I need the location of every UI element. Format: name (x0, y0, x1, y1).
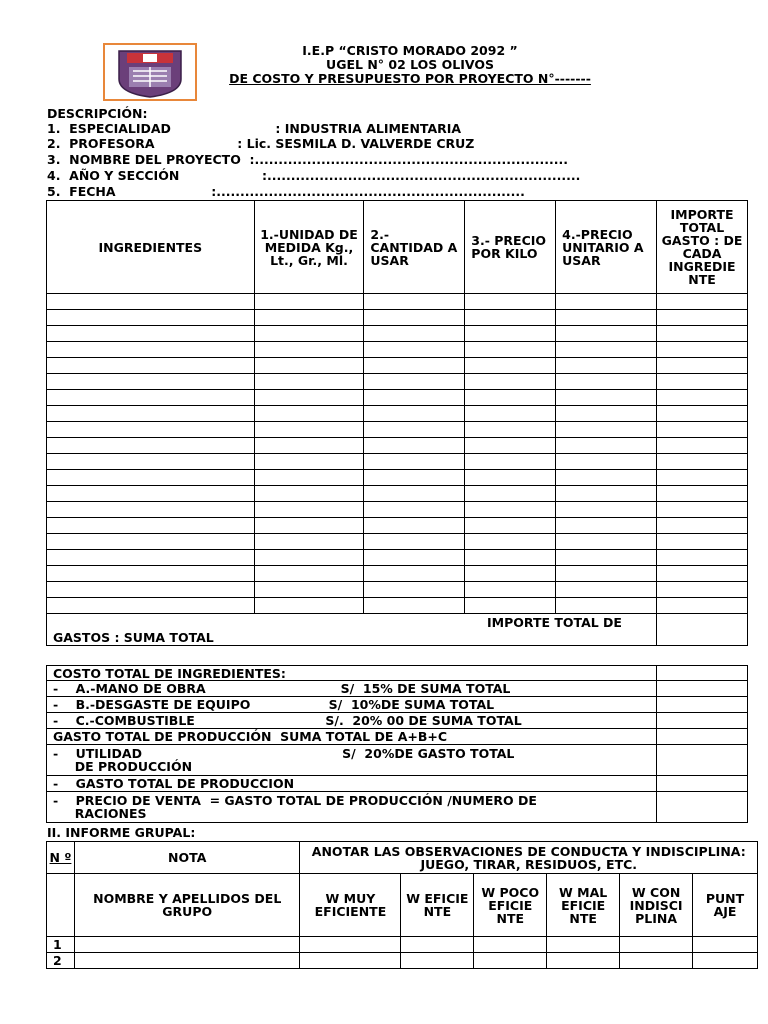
ingredient-cell[interactable] (47, 454, 255, 470)
ingredient-row (47, 422, 748, 438)
ingredient-cell[interactable] (254, 486, 364, 502)
ingredient-cell[interactable] (254, 310, 364, 326)
ingredient-cell[interactable] (254, 470, 364, 486)
ingredient-cell[interactable] (47, 374, 255, 390)
group-name-cell[interactable] (74, 953, 300, 969)
ingredient-cell[interactable] (657, 406, 748, 422)
ingredient-cell[interactable] (364, 358, 465, 374)
document-title: DE COSTO Y PRESUPUESTO POR PROYECTO N°------- (229, 71, 591, 86)
ingredient-cell[interactable] (465, 438, 556, 454)
number-subheader (47, 874, 75, 937)
ingredient-cell[interactable] (47, 294, 255, 310)
ingredient-cell[interactable] (556, 438, 657, 454)
ingredient-row (47, 454, 748, 470)
ingredient-cell[interactable] (556, 486, 657, 502)
ingredient-row (47, 358, 748, 374)
ingredient-cell[interactable] (254, 422, 364, 438)
equipment-value[interactable] (657, 697, 748, 713)
ingredient-cell[interactable] (47, 502, 255, 518)
ingredient-cell[interactable] (254, 406, 364, 422)
ingredient-cell[interactable] (465, 550, 556, 566)
ingredient-cell[interactable] (465, 502, 556, 518)
col-unidad-medida: 1.-UNIDAD DE MEDIDA Kg., Lt., Gr., Ml. (254, 201, 364, 294)
ingredient-cell[interactable] (556, 470, 657, 486)
ingredient-cell[interactable] (556, 390, 657, 406)
ingredient-row (47, 486, 748, 502)
grade-cell[interactable] (401, 937, 474, 953)
ingredient-cell[interactable] (254, 454, 364, 470)
fuel-value[interactable] (657, 713, 748, 729)
ingredient-cell[interactable] (556, 374, 657, 390)
ingredient-cell[interactable] (254, 294, 364, 310)
grade-cell[interactable] (401, 953, 474, 969)
ingredients-total-row (47, 614, 748, 646)
ingredient-cell[interactable] (465, 310, 556, 326)
ingredient-cell[interactable] (556, 598, 657, 614)
ingredient-cell[interactable] (657, 422, 748, 438)
ingredient-cell[interactable] (47, 550, 255, 566)
ingredient-cell[interactable] (657, 486, 748, 502)
ingredient-cell[interactable] (465, 390, 556, 406)
group-row (47, 937, 758, 953)
ingredient-cell[interactable] (364, 390, 465, 406)
total-label-line2: GASTOS : SUMA TOTAL (53, 630, 214, 645)
col-ingredientes: INGREDIENTES (47, 201, 255, 294)
ingredient-cell[interactable] (657, 598, 748, 614)
cost-ingredients-value[interactable] (657, 666, 748, 681)
ingredient-cell[interactable] (47, 518, 255, 534)
ingredient-cell[interactable] (465, 358, 556, 374)
sale-price-value[interactable] (657, 792, 748, 823)
ingredient-cell[interactable] (657, 438, 748, 454)
ingredient-cell[interactable] (47, 582, 255, 598)
ingredient-row (47, 438, 748, 454)
indiscipline-header: W CON INDISCI PLINA (620, 874, 693, 937)
grade-cell[interactable] (547, 953, 620, 969)
ingredient-cell[interactable] (657, 518, 748, 534)
nota-header: NOTA (74, 842, 300, 874)
ingredient-cell[interactable] (465, 294, 556, 310)
ingredient-cell[interactable] (364, 454, 465, 470)
group-report-title: II. INFORME GRUPAL: (47, 825, 196, 840)
ingredient-cell[interactable] (657, 502, 748, 518)
ingredient-cell[interactable] (364, 534, 465, 550)
grade-cell[interactable] (300, 953, 401, 969)
grade-cell[interactable] (300, 937, 401, 953)
ingredient-cell[interactable] (47, 566, 255, 582)
ingredient-cell[interactable] (556, 294, 657, 310)
ingredient-cell[interactable] (254, 582, 364, 598)
ingredient-row (47, 326, 748, 342)
ingredient-cell[interactable] (465, 470, 556, 486)
ingredient-cell[interactable] (465, 406, 556, 422)
ingredient-cell[interactable] (254, 358, 364, 374)
ugel-line: UGEL N° 02 LOS OLIVOS (326, 57, 494, 72)
ingredient-cell[interactable] (254, 566, 364, 582)
ingredient-cell[interactable] (465, 598, 556, 614)
score-cell[interactable] (693, 953, 758, 969)
ingredient-cell[interactable] (657, 358, 748, 374)
ingredient-cell[interactable] (47, 342, 255, 358)
ingredient-cell[interactable] (465, 374, 556, 390)
ingredient-cell[interactable] (465, 566, 556, 582)
total-label-line1: IMPORTE TOTAL DE (487, 615, 622, 630)
profit-label-line2: DE PRODUCCIÓN (53, 759, 193, 774)
row-number: 1 (47, 937, 75, 953)
ingredient-cell[interactable] (47, 598, 255, 614)
ingredient-cell[interactable] (364, 470, 465, 486)
description-heading: DESCRIPCIÓN: (47, 106, 148, 121)
ingredient-cell[interactable] (254, 534, 364, 550)
ingredient-cell[interactable] (465, 518, 556, 534)
profit-label (47, 745, 657, 776)
total-production-value[interactable] (657, 776, 748, 792)
ingredient-cell[interactable] (364, 342, 465, 358)
ingredient-cell[interactable] (254, 374, 364, 390)
ingredient-row (47, 342, 748, 358)
sale-price-line2: RACIONES (53, 806, 147, 821)
ingredient-cell[interactable] (364, 582, 465, 598)
ingredient-cell[interactable] (657, 390, 748, 406)
ingredient-cell[interactable] (657, 294, 748, 310)
ingredient-row (47, 598, 748, 614)
ingredient-cell[interactable] (657, 326, 748, 342)
ingredient-cell[interactable] (364, 326, 465, 342)
ingredient-row (47, 566, 748, 582)
school-logo (103, 43, 197, 101)
ingredient-row (47, 502, 748, 518)
observations-header: ANOTAR LAS OBSERVACIONES DE CONDUCTA Y INDISCIPLINA: JUEGO, TIRAR, RESIDUOS, ETC. (300, 842, 758, 874)
ingredient-cell[interactable] (364, 486, 465, 502)
ingredient-cell[interactable] (364, 550, 465, 566)
inefficient-header: W MAL EFICIE NTE (547, 874, 620, 937)
ingredients-table (46, 200, 748, 646)
ingredient-cell[interactable] (47, 422, 255, 438)
ingredient-row (47, 470, 748, 486)
ingredient-cell[interactable] (556, 566, 657, 582)
ingredient-row (47, 582, 748, 598)
group-names-header: NOMBRE Y APELLIDOS DEL GRUPO (74, 874, 300, 937)
ingredient-cell[interactable] (465, 534, 556, 550)
ingredient-cell[interactable] (657, 470, 748, 486)
ingredient-cell[interactable] (556, 422, 657, 438)
ingredient-cell[interactable] (657, 310, 748, 326)
profit-value[interactable] (657, 745, 748, 776)
ingredient-row (47, 294, 748, 310)
grade-cell[interactable] (620, 953, 693, 969)
ingredient-cell[interactable] (364, 438, 465, 454)
ingredient-cell[interactable] (556, 342, 657, 358)
ingredient-cell[interactable] (364, 518, 465, 534)
ingredient-cell[interactable] (47, 470, 255, 486)
ingredient-cell[interactable] (556, 358, 657, 374)
ingredient-cell[interactable] (254, 550, 364, 566)
ingredient-cell[interactable] (556, 310, 657, 326)
score-header: PUNT AJE (693, 874, 758, 937)
ingredient-cell[interactable] (556, 502, 657, 518)
total-label-cell (47, 614, 657, 646)
efficient-header: W EFICIE NTE (401, 874, 474, 937)
ingredient-cell[interactable] (254, 342, 364, 358)
ingredient-cell[interactable] (364, 566, 465, 582)
col-precio-unitario: 4.-PRECIO UNITARIO A USAR (556, 201, 657, 294)
ingredient-cell[interactable] (556, 534, 657, 550)
ingredient-row (47, 518, 748, 534)
ingredient-cell[interactable] (47, 406, 255, 422)
grade-cell[interactable] (547, 937, 620, 953)
ingredient-cell[interactable] (364, 294, 465, 310)
ingredient-cell[interactable] (657, 454, 748, 470)
year-section-line: 4. AÑO Y SECCIÓN :.................................................................. (47, 168, 581, 183)
labor-value[interactable] (657, 681, 748, 697)
ingredient-row (47, 406, 748, 422)
ingredient-cell[interactable] (657, 374, 748, 390)
ingredient-cell[interactable] (556, 582, 657, 598)
grade-cell[interactable] (620, 937, 693, 953)
production-cost-label: GASTO TOTAL DE PRODUCCIÓN SUMA TOTAL DE A+B+C (47, 729, 657, 745)
ingredient-cell[interactable] (364, 422, 465, 438)
ingredient-cell[interactable] (47, 438, 255, 454)
very-efficient-header: W MUY EFICIENTE (300, 874, 401, 937)
group-name-cell[interactable] (74, 937, 300, 953)
ingredient-cell[interactable] (364, 310, 465, 326)
fuel-label: - C.-COMBUSTIBLE S/. 20% 00 DE SUMA TOTAL (47, 713, 657, 729)
ingredient-cell[interactable] (47, 390, 255, 406)
specialty-line: 1. ESPECIALIDAD : INDUSTRIA ALIMENTARIA (47, 121, 462, 136)
ingredient-cell[interactable] (47, 358, 255, 374)
ingredient-cell[interactable] (254, 326, 364, 342)
number-header: N º (47, 842, 75, 874)
ingredient-cell[interactable] (47, 310, 255, 326)
ingredient-cell[interactable] (47, 486, 255, 502)
cost-ingredients-label: COSTO TOTAL DE INGREDIENTES: (47, 666, 657, 681)
profit-label-line1: - UTILIDAD S/ 20%DE GASTO TOTAL (53, 746, 515, 761)
ingredient-cell[interactable] (254, 438, 364, 454)
less-efficient-header: W POCO EFICIE NTE (474, 874, 547, 937)
ingredient-cell[interactable] (556, 406, 657, 422)
ingredient-cell[interactable] (364, 598, 465, 614)
project-name-line: 3. NOMBRE DEL PROYECTO :.................................................................. (47, 152, 568, 167)
col-importe-total: IMPORTE TOTAL GASTO : DE CADA INGREDIE NTE (657, 201, 748, 294)
ingredient-row (47, 534, 748, 550)
group-row (47, 953, 758, 969)
total-value-cell[interactable] (657, 614, 748, 646)
ingredient-cell[interactable] (47, 534, 255, 550)
total-production-label: - GASTO TOTAL DE PRODUCCION (47, 776, 657, 792)
ingredient-cell[interactable] (556, 326, 657, 342)
production-cost-value[interactable] (657, 729, 748, 745)
ingredient-cell[interactable] (465, 582, 556, 598)
col-precio-kilo: 3.- PRECIO POR KILO (465, 201, 556, 294)
cost-table (46, 665, 748, 823)
ingredient-row (47, 310, 748, 326)
ingredient-cell[interactable] (254, 502, 364, 518)
ingredient-row (47, 374, 748, 390)
ingredient-cell[interactable] (465, 454, 556, 470)
ingredient-cell[interactable] (556, 550, 657, 566)
ingredient-cell[interactable] (465, 486, 556, 502)
sale-price-line1: - PRECIO DE VENTA = GASTO TOTAL DE PRODUCCIÓN /NUMERO DE (53, 793, 537, 808)
ingredient-cell[interactable] (254, 390, 364, 406)
school-name: I.E.P “CRISTO MORADO 2092 ” (302, 43, 518, 58)
ingredient-cell[interactable] (364, 374, 465, 390)
sale-price-label (47, 792, 657, 823)
teacher-line: 2. PROFESORA : Lic. SESMILA D. VALVERDE CRUZ (47, 136, 475, 151)
ingredients-header-row (47, 201, 748, 294)
ingredient-cell[interactable] (657, 550, 748, 566)
ingredient-cell[interactable] (657, 566, 748, 582)
ingredient-cell[interactable] (364, 406, 465, 422)
col-cantidad: 2.- CANTIDAD A USAR (364, 201, 465, 294)
ingredient-cell[interactable] (657, 582, 748, 598)
ingredient-cell[interactable] (254, 518, 364, 534)
row-number: 2 (47, 953, 75, 969)
score-cell[interactable] (693, 937, 758, 953)
ingredient-cell[interactable] (657, 342, 748, 358)
ingredient-cell[interactable] (556, 454, 657, 470)
group-report-table (46, 841, 758, 969)
labor-label: - A.-MANO DE OBRA S/ 15% DE SUMA TOTAL (47, 681, 657, 697)
ingredient-row (47, 390, 748, 406)
grade-cell[interactable] (474, 937, 547, 953)
ingredient-cell[interactable] (657, 534, 748, 550)
ingredient-cell[interactable] (465, 326, 556, 342)
ingredient-cell[interactable] (47, 326, 255, 342)
ingredient-cell[interactable] (556, 518, 657, 534)
ingredient-cell[interactable] (254, 598, 364, 614)
equipment-label: - B.-DESGASTE DE EQUIPO S/ 10%DE SUMA TOTAL (47, 697, 657, 713)
ingredient-row (47, 550, 748, 566)
ingredient-cell[interactable] (465, 422, 556, 438)
grade-cell[interactable] (474, 953, 547, 969)
ingredient-cell[interactable] (465, 342, 556, 358)
date-line: 5. FECHA :................................................................. (47, 184, 525, 199)
ingredient-cell[interactable] (364, 502, 465, 518)
